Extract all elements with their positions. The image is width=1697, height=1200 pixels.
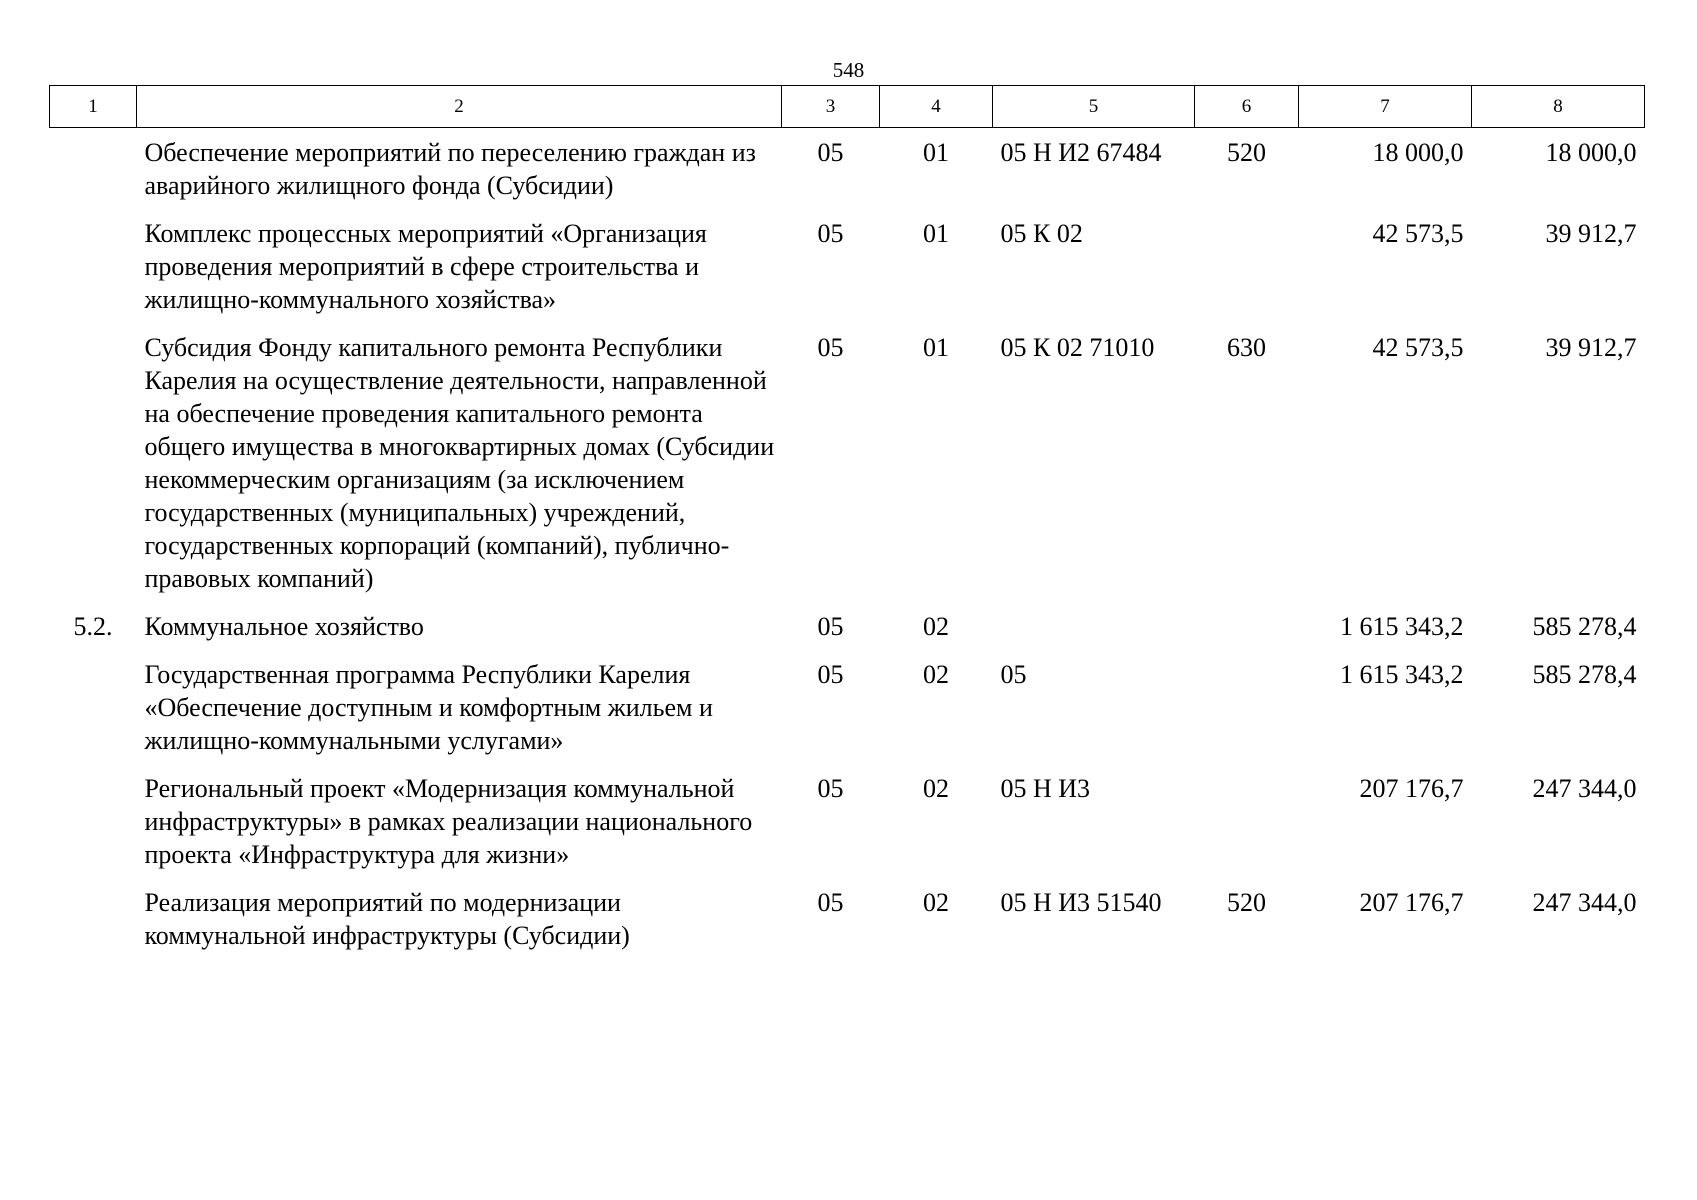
row-amount-1: 18 000,0 (1372, 138, 1464, 167)
row-number (50, 331, 137, 610)
row-amount-2: 247 344,0 (1532, 774, 1637, 803)
column-header-5: 5 (993, 86, 1195, 128)
row-name: Комплекс процессных мероприятий «Организация проведения мероприятий в сфере строительства и жилищно-коммунального хозяйства» (144, 219, 707, 314)
row-name: Субсидия Фонду капитального ремонта Республики Карелия на осуществление деятельности, направленной на обеспечение проведения капитального ремонта общего имущества в многоквартирных домах (Субсидии некоммерческим организациям (за исключением государственных (муниципальных) учреждений, государственных корпораций (компаний), публично-правовых компаний) (144, 333, 775, 593)
row-target-article: 05 К 02 (1000, 219, 1083, 248)
row-expense-type (1195, 217, 1299, 331)
row-section: 05 (817, 612, 844, 641)
row-subsection: 02 (923, 888, 949, 917)
row-expense-type (1195, 658, 1299, 772)
row-amount-2: 39 912,7 (1545, 333, 1637, 362)
row-expense-type (1195, 610, 1299, 658)
table-row (50, 610, 1645, 658)
row-amount-2: 39 912,7 (1545, 219, 1637, 248)
row-amount-1: 1 615 343,2 (1340, 660, 1464, 689)
column-header-8: 8 (1472, 86, 1645, 128)
row-expense-type (1195, 772, 1299, 886)
table-row (50, 658, 1645, 772)
row-amount-2: 18 000,0 (1545, 138, 1637, 167)
row-subsection: 02 (923, 612, 949, 641)
row-amount-1: 207 176,7 (1359, 888, 1464, 917)
row-target-article: 05 К 02 71010 (1000, 333, 1155, 362)
row-amount-1: 42 573,5 (1372, 333, 1464, 362)
row-name: Коммунальное хозяйство (144, 612, 424, 641)
table-header-row (50, 86, 1645, 128)
row-name: Обеспечение мероприятий по переселению граждан из аварийного жилищного фонда (Субсидии) (144, 138, 756, 200)
table-header (50, 86, 1645, 128)
budget-table (49, 85, 1645, 967)
row-number (50, 658, 137, 772)
budget-table-container (49, 85, 1644, 967)
row-number (50, 128, 137, 218)
row-number (50, 886, 137, 967)
table-row (50, 886, 1645, 967)
column-header-7: 7 (1299, 86, 1472, 128)
row-amount-2: 585 278,4 (1532, 612, 1637, 641)
row-amount-2: 585 278,4 (1532, 660, 1637, 689)
row-amount-1: 42 573,5 (1372, 219, 1464, 248)
row-expense-type: 520 (1227, 138, 1266, 167)
row-subsection: 01 (923, 333, 949, 362)
table-row (50, 128, 1645, 218)
row-number (50, 217, 137, 331)
row-amount-2: 247 344,0 (1532, 888, 1637, 917)
row-target-article: 05 Н И2 67484 (1000, 138, 1162, 167)
row-section: 05 (817, 774, 844, 803)
row-section: 05 (817, 660, 844, 689)
table-row (50, 772, 1645, 886)
column-header-1: 1 (50, 86, 137, 128)
row-expense-type: 520 (1227, 888, 1266, 917)
row-target-article: 05 Н И3 51540 (1000, 888, 1162, 917)
row-subsection: 02 (923, 774, 949, 803)
row-section: 05 (817, 219, 844, 248)
row-number: 5.2. (73, 612, 113, 641)
row-name: Государственная программа Республики Карелия «Обеспечение доступным и комфортным жильем и жилищно-коммунальными услугами» (144, 660, 713, 755)
row-subsection: 01 (923, 138, 949, 167)
table-row (50, 217, 1645, 331)
row-expense-type: 630 (1227, 333, 1266, 362)
table-row (50, 331, 1645, 610)
row-number (50, 772, 137, 886)
row-amount-1: 1 615 343,2 (1340, 612, 1464, 641)
row-name: Региональный проект «Модернизация коммунальной инфраструктуры» в рамках реализации национального проекта «Инфраструктура для жизни» (144, 774, 753, 869)
row-target-article: 05 Н И3 (1000, 774, 1091, 803)
row-target-article (993, 610, 1195, 658)
column-header-4: 4 (880, 86, 993, 128)
row-subsection: 01 (923, 219, 949, 248)
column-header-2: 2 (137, 86, 782, 128)
row-section: 05 (817, 333, 844, 362)
table-body (50, 128, 1645, 968)
column-header-3: 3 (782, 86, 880, 128)
row-subsection: 02 (923, 660, 949, 689)
page-number: 548 (832, 58, 865, 82)
row-name: Реализация мероприятий по модернизации коммунальной инфраструктуры (Субсидии) (144, 888, 630, 950)
row-target-article: 05 (1000, 660, 1027, 689)
row-amount-1: 207 176,7 (1359, 774, 1464, 803)
row-section: 05 (817, 888, 844, 917)
column-header-6: 6 (1195, 86, 1299, 128)
row-section: 05 (817, 138, 844, 167)
